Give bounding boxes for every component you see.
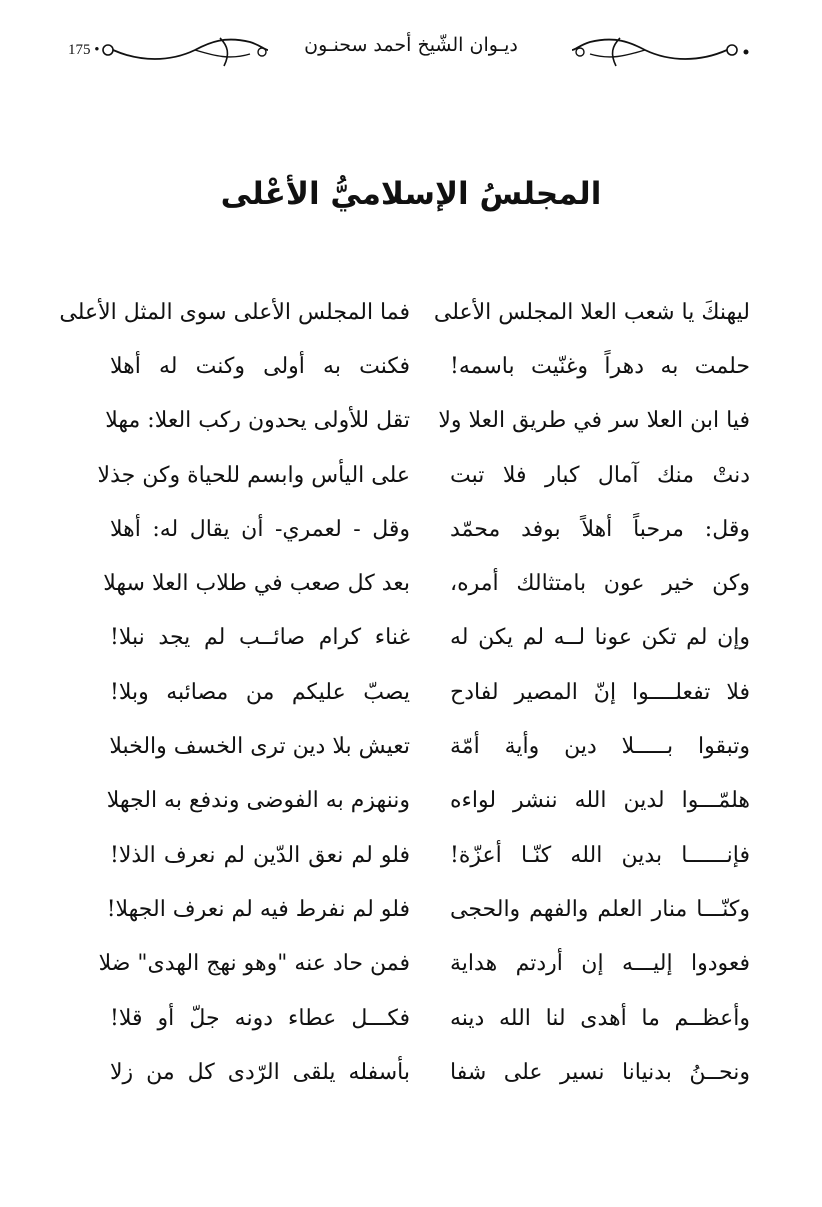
book-title: ديـوان الشّيخ أحمد سحنـون [304,34,518,56]
hemistich-first: ونحــنُ بدنيانا نسير على شفا [450,1059,750,1085]
hemistich-second: فلو لم نعق الدّين لم نعرف الذلا! [110,842,410,868]
hemistich-second: على اليأس وابسم للحياة وكن جذلا [97,462,410,488]
verse-line [90,719,750,773]
hemistich-first: فلا تفعلــــوا إنّ المصير لفادح [450,679,750,705]
hemistich-second: فما المجلس الأعلى سوى المثل الأعلى [59,299,410,325]
verse-line [90,828,750,882]
flourish-ornament-right [572,28,752,72]
verse-line [90,882,750,936]
verse-line [59,285,750,339]
hemistich-second: تقل للأولى يحدون ركب العلا: مهلا [105,408,410,434]
verse-line [90,1045,750,1099]
hemistich-first: وكنّـــا منار العلم والفهم والحجى [450,896,750,922]
hemistich-second: وقل - لعمري- أن يقال له: أهلا [110,516,410,542]
verse-line [90,611,750,665]
hemistich-second: فمن حاد عنه "وهو نهج الهدى" ضلا [98,951,410,977]
hemistich-second: بأسفله يلقى الرّدى كل من زلا [110,1059,410,1085]
hemistich-first: فيا ابن العلا سر في طريق العلا ولا [438,408,750,434]
hemistich-second: وننهزم به الفوضى وندفع به الجهلا [106,788,410,814]
verse-line [90,937,750,991]
hemistich-first: ليهنكَ يا شعب العلا المجلس الأعلى [433,299,750,325]
hemistich-first: هلمّـــوا لدين الله ننشر لواءه [450,788,750,814]
page-header [0,18,822,78]
hemistich-second: غناء كرام صائــب لم يجد نبلا! [110,625,410,651]
hemistich-second: فلو لم نفرط فيه لم نعرف الجهلا! [106,896,410,922]
poem-title: المجلسُ الإسلاميُّ الأعْلى [220,176,602,212]
poem-verses [59,285,750,1099]
verse-line [90,665,750,719]
verse-line [90,394,750,448]
verse-line [90,448,750,502]
hemistich-first: فإنــــــا بدين الله كنّـا أعزّة! [450,842,750,868]
hemistich-first: دنتْ منك آمال كبار فلا تبت [450,462,750,488]
hemistich-second: بعد كل صعب في طلاب العلا سهلا [103,571,410,597]
hemistich-second: فكـــل عطاء دونه جلّ أو قلا! [110,1005,410,1031]
hemistich-first: فعودوا إليـــه إن أردتم هداية [450,951,750,977]
hemistich-second: فكنت به أولى وكنت له أهلا [110,353,410,379]
page-number: 175 • [68,42,100,58]
hemistich-first: وأعظــم ما أهدى لنا الله دينه [450,1005,750,1031]
verse-line [90,339,750,393]
hemistich-first: وقل: مرحباً أهلاً بوفد محمّد [450,516,750,542]
verse-line [90,502,750,556]
hemistich-first: وإن لم تكن عونا لــه لم يكن له [450,625,750,651]
verse-line [90,556,750,610]
hemistich-first: حلمت به دهراً وغنّيت باسمه! [450,353,750,379]
hemistich-first: وكن خير عون بامتثالك أمره، [450,571,750,597]
hemistich-second: يصبّ عليكم من مصائبه وبلا! [110,679,410,705]
verse-line [90,991,750,1045]
hemistich-second: تعيش بلا دين ترى الخسف والخبلا [109,734,410,760]
hemistich-first: وتبقوا بـــــلا دين وأية أمّة [450,734,750,760]
verse-line [90,774,750,828]
